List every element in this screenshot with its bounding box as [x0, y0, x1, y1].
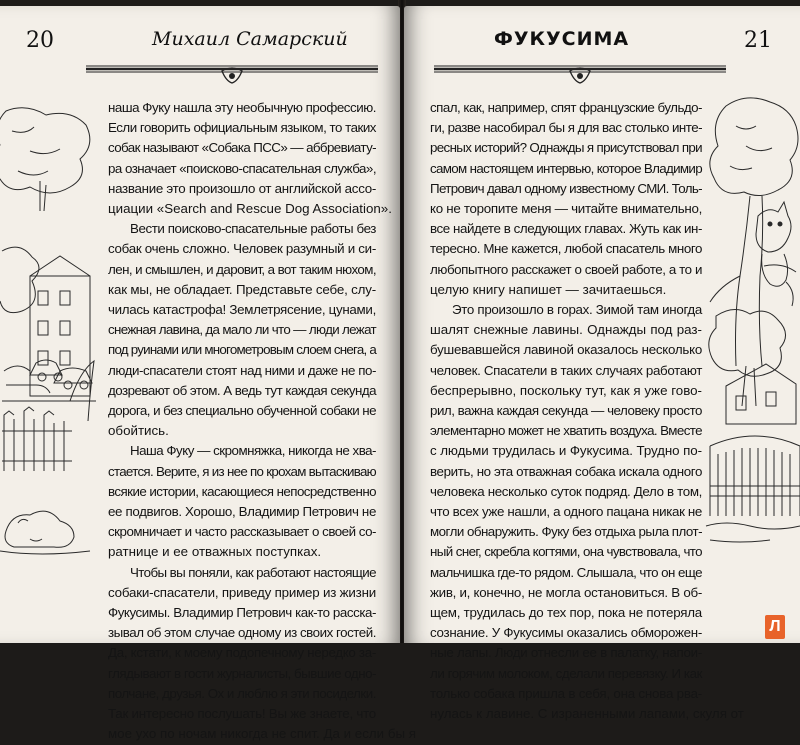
- tree-cat-illustration: [706, 86, 800, 566]
- text-line: чилась катастрофа! Землетрясение, цунами,: [108, 302, 376, 318]
- text-line: самом настоящем интервью, которое Владимир: [430, 160, 702, 176]
- text-line: Чтобы вы поняли, как работают настоящие: [130, 564, 376, 580]
- text-line: тересно. Мне кажется, любой спасатель много: [430, 241, 702, 257]
- text-line: Это произошло в горах. Зимой там иногда: [452, 302, 702, 318]
- left-page: [0, 6, 416, 742]
- text-line: собаки-спасатели, приведу пример из жизни: [108, 584, 376, 600]
- right-body-text: [430, 98, 744, 724]
- text-line: бушевавшейся лавиной оказалось несколько: [430, 342, 702, 358]
- text-line: что всех уже нашли, а одного пацана никак не: [430, 504, 702, 520]
- text-line: нулась к лавине. С израненными лапами, скуля от: [430, 706, 744, 722]
- text-line: собак называют «Собака ПСС» — аббревиату-: [108, 140, 376, 156]
- text-line: сознание. У Фукусимы оказались обморожен-: [430, 625, 702, 641]
- text-line: ные лапы. Люди отнесли ее в палатку, напои-: [430, 645, 702, 661]
- text-line: зывал об этом случае одному из своих гостей.: [108, 625, 376, 641]
- text-line: всякие истории, касающиеся непосредственно: [108, 483, 376, 499]
- header-ornament-left: [82, 56, 382, 86]
- text-line: Да, кстати, к моему подопечному нередко за-: [108, 645, 376, 661]
- page-number-right: 21: [744, 28, 772, 53]
- text-line: Вести поисково-спасательные работы без: [130, 221, 376, 237]
- running-head-author: Михаил Самарский: [152, 28, 348, 50]
- text-line: как мы, не обладает. Представьте себе, слу-: [108, 281, 376, 297]
- text-line: рил, важна каждая секунда — человеку просто: [430, 403, 702, 419]
- text-line: ги, разве насобирал бы я для вас столько инте-: [430, 120, 702, 136]
- text-line: глядывают в гости журналисты, бывшие одно-: [108, 665, 376, 681]
- text-line: ный снег, скребла когтями, она чувствовала, что: [430, 544, 702, 560]
- text-line: с людьми трудилась и Фукусима. Трудно по-: [430, 443, 702, 459]
- text-line: стается. Верите, я из нее по крохам вытаскиваю: [108, 463, 376, 479]
- text-line: беспрерывно, поскольку тут, как я уже гово-: [430, 382, 702, 398]
- text-line: собак очень сложно. Человек разумный и си-: [108, 241, 376, 257]
- text-line: дорога, и без специально обученной собаки не: [108, 403, 376, 419]
- text-line: полчане, друзья. Ох и люблю я эти посиделки.: [108, 685, 376, 701]
- text-line: наша Фуку нашла эту необычную профессию.: [108, 100, 376, 115]
- header-ornament-right: [430, 56, 730, 86]
- text-line: ее подвигов. Хорошо, Владимир Петрович не: [108, 504, 376, 520]
- text-line: под руинами или многометровым слоем снега, а: [108, 342, 376, 358]
- text-line: ли горячим молоком, сделали перевязку. И как: [430, 665, 702, 681]
- left-body-text: [108, 98, 416, 745]
- text-line: все найдете в следующих главах. Жуть как ин-: [430, 221, 702, 237]
- text-line: Фукусимы. Владимир Петрович как-то расска-: [108, 605, 376, 621]
- text-line: Так интересно послушать! Вы же знаете, что: [108, 706, 376, 722]
- text-line: обойтись.: [108, 423, 169, 439]
- text-line: лен, и смышлен, и даровит, а вот таким нюхом,: [108, 261, 376, 277]
- text-line: спал, как, например, спят французские бульдо-: [430, 100, 702, 115]
- text-line: щем, трудилась до тех пор, пока не потеряла: [430, 605, 702, 621]
- text-line: мальчишка где-то рядом. Слышала, что он еще: [430, 564, 702, 580]
- text-line: Петрович давал одному известному СМИ. Толь-: [430, 180, 702, 196]
- text-line: скромничает и часто рассказывает о своей со-: [108, 524, 376, 540]
- text-line: шалят снежные лавины. Однажды под раз-: [430, 322, 702, 338]
- page-number-left: 20: [26, 28, 54, 53]
- text-line: Если говорить официальным языком, то таких: [108, 120, 376, 136]
- text-line: название это произошло от английской ассо-: [108, 180, 376, 196]
- text-line: человек. Спасатели в таких случаях работают: [430, 362, 702, 378]
- text-line: циации «Search and Rescue Dog Association».: [108, 201, 392, 217]
- text-line: люди-спасатели стоят над ними и даже не по-: [108, 362, 376, 378]
- text-line: человека несколько суток подряд. Дело в том,: [430, 483, 702, 499]
- text-line: ко не торопите меня — читайте внимательно,: [430, 201, 702, 217]
- text-line: верить, но эта отважная собака искала одного: [430, 463, 702, 479]
- text-line: мое ухо по ночам никогда не спит. Да и если бы я: [108, 726, 416, 742]
- text-line: любопытного расскажет о своей работе, а то и: [430, 261, 702, 277]
- publisher-logo: Л: [765, 615, 785, 639]
- text-line: Наша Фуку — скромняжка, никогда не хва-: [130, 443, 376, 459]
- text-line: ра означает «поисково-спасательная служба»,: [108, 160, 376, 176]
- running-head-title: ФУКУСИМА: [494, 28, 630, 50]
- right-page: [404, 6, 800, 722]
- text-line: могли обнаружить. Фуку без отдыха рыла плот-: [430, 524, 702, 540]
- street-illustration: [0, 101, 98, 571]
- text-line: целую книгу напишет — зачитаешься.: [430, 281, 667, 297]
- text-line: дозревают об этом. А ведь тут каждая секунда: [108, 382, 376, 398]
- text-line: ресных историй? Однажды я присутствовал при: [430, 140, 702, 156]
- text-line: жив, и, конечно, не могла остановиться. В об-: [430, 584, 702, 600]
- text-line: только собака пришла в себя, она снова рва-: [430, 685, 702, 701]
- text-line: элементарно может не хватить воздуха. Вместе: [430, 423, 702, 439]
- text-line: ратнице и ее отважных поступках.: [108, 544, 322, 560]
- text-line: снежная лавина, да мало ли что — люди лежат: [108, 322, 376, 338]
